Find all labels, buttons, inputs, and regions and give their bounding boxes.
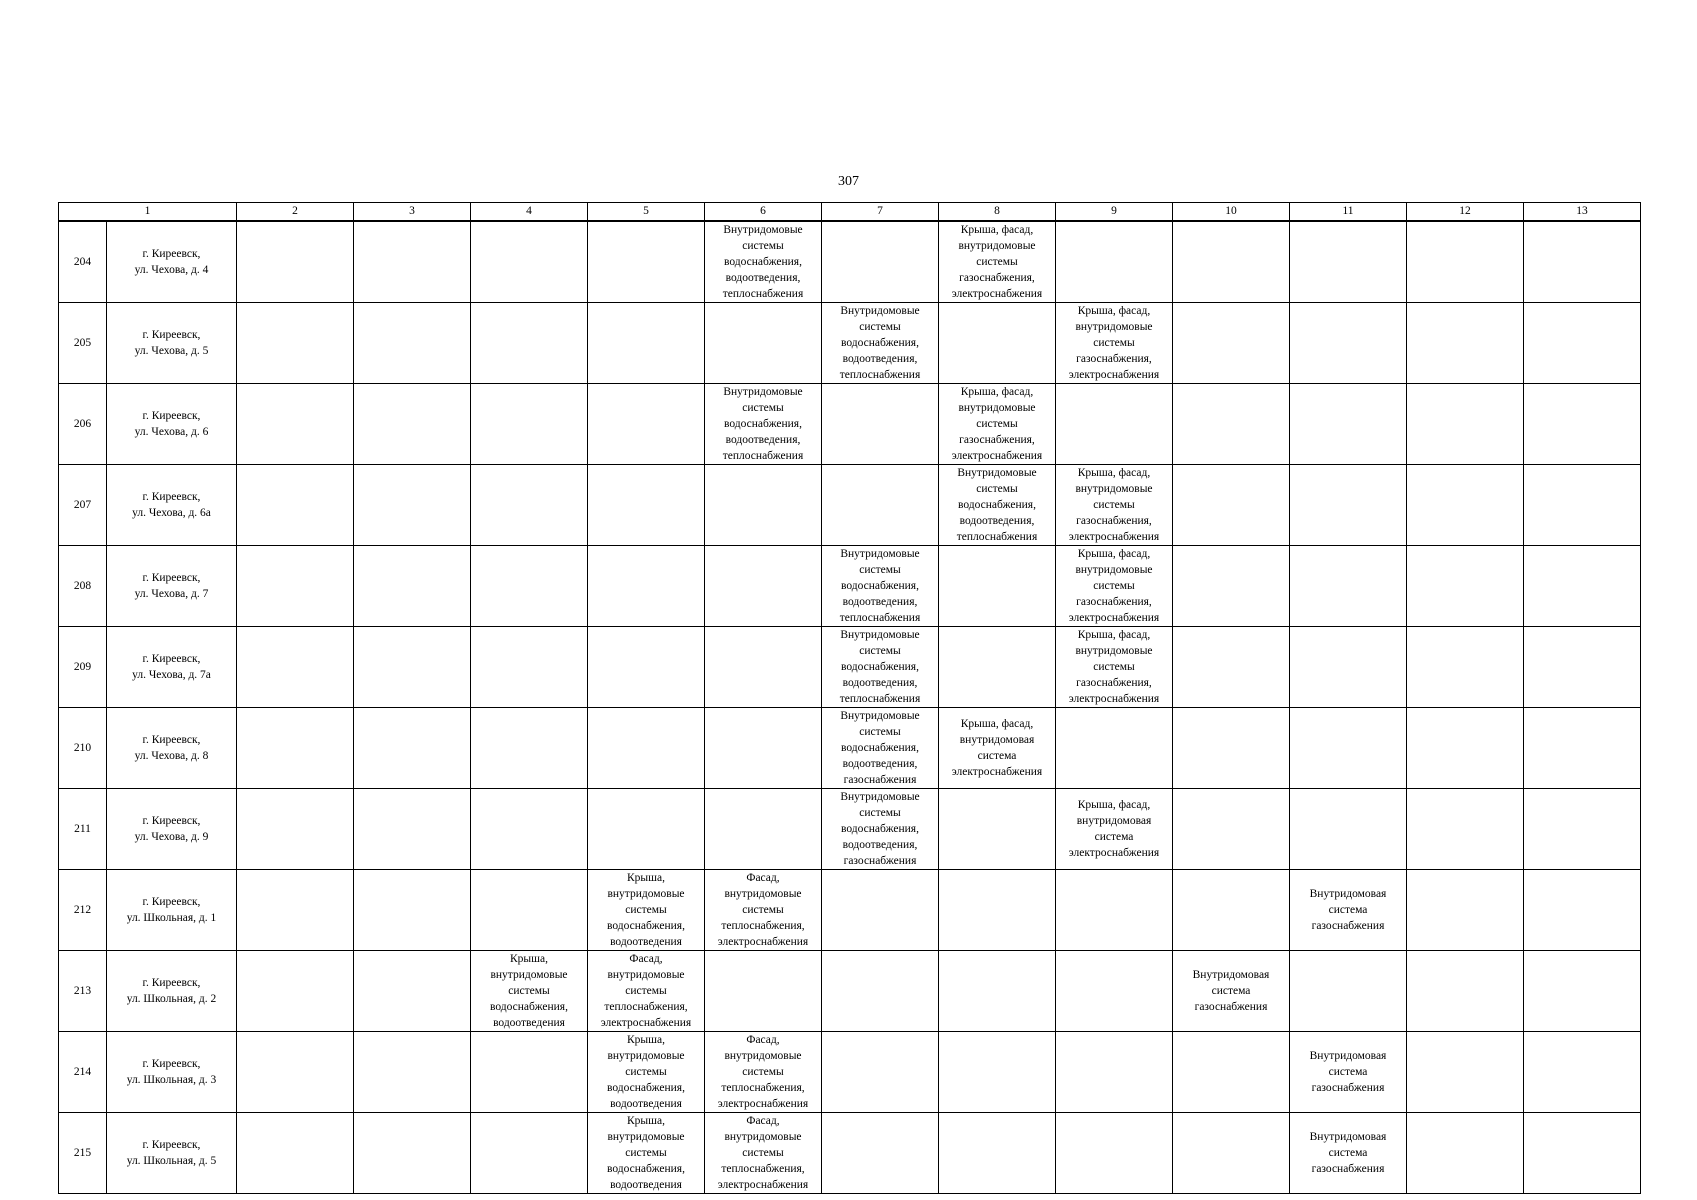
- work-cell-col-12: [1407, 1031, 1524, 1112]
- work-cell-col-2: [237, 302, 354, 383]
- work-cell-col-2: [237, 221, 354, 303]
- table-row: [59, 302, 1641, 383]
- work-cell-col-11: [1290, 383, 1407, 464]
- work-cell-col-13: [1524, 383, 1641, 464]
- table-row: [59, 383, 1641, 464]
- work-cell-col-2: [237, 950, 354, 1031]
- work-cell-col-11: [1290, 1112, 1407, 1193]
- work-description: Крыша, внутридомовые системы водоснабжения, водоотведения: [607, 871, 685, 948]
- table-row: [59, 1112, 1641, 1193]
- work-cell-col-12: [1407, 788, 1524, 869]
- address-cell: г. Киреевск, ул. Школьная, д. 1: [107, 869, 237, 950]
- work-cell-col-11: [1290, 707, 1407, 788]
- work-cell-col-12: [1407, 1112, 1524, 1193]
- work-cell-col-5: [588, 950, 705, 1031]
- column-header: 4: [471, 203, 588, 221]
- work-cell-col-4: [471, 950, 588, 1031]
- row-number: 207: [59, 464, 107, 545]
- table-row: [59, 221, 1641, 303]
- work-cell-col-3: [354, 302, 471, 383]
- work-cell-col-2: [237, 383, 354, 464]
- work-cell-col-4: [471, 221, 588, 303]
- work-description: Крыша, фасад, внутридомовая система электроснабжения: [1068, 798, 1160, 859]
- work-cell-col-10: [1173, 1112, 1290, 1193]
- row-number: 208: [59, 545, 107, 626]
- work-cell-col-11: [1290, 302, 1407, 383]
- row-number: 215: [59, 1112, 107, 1193]
- work-cell-col-8: [939, 869, 1056, 950]
- work-cell-col-7: [822, 545, 939, 626]
- address-cell: г. Киреевск, ул. Чехова, д. 4: [107, 221, 237, 303]
- work-cell-col-7: [822, 950, 939, 1031]
- work-cell-col-6: [705, 302, 822, 383]
- works-schedule-table: [58, 202, 1641, 1194]
- work-description: Фасад, внутридомовые системы теплоснабжения, электроснабжения: [717, 1114, 809, 1191]
- work-cell-col-11: [1290, 221, 1407, 303]
- table-row: [59, 788, 1641, 869]
- work-cell-col-5: [588, 383, 705, 464]
- work-description: Внутридомовые системы водоснабжения, водоотведения, теплоснабжения: [956, 466, 1038, 543]
- work-cell-col-11: [1290, 950, 1407, 1031]
- work-cell-col-12: [1407, 221, 1524, 303]
- address-cell: г. Киреевск, ул. Чехова, д. 6: [107, 383, 237, 464]
- work-description: Крыша, фасад, внутридомовые системы газоснабжения, электроснабжения: [1068, 466, 1160, 543]
- work-description: Крыша, фасад, внутридомовые системы газоснабжения, электроснабжения: [1068, 547, 1160, 624]
- work-cell-col-13: [1524, 1031, 1641, 1112]
- work-cell-col-10: [1173, 869, 1290, 950]
- work-cell-col-13: [1524, 626, 1641, 707]
- work-cell-col-7: [822, 869, 939, 950]
- work-cell-col-8: [939, 626, 1056, 707]
- work-cell-col-2: [237, 1031, 354, 1112]
- work-cell-col-12: [1407, 707, 1524, 788]
- work-description: Крыша, фасад, внутридомовые системы газоснабжения, электроснабжения: [951, 223, 1043, 300]
- work-cell-col-12: [1407, 383, 1524, 464]
- work-cell-col-12: [1407, 464, 1524, 545]
- work-cell-col-5: [588, 869, 705, 950]
- work-cell-col-10: [1173, 707, 1290, 788]
- work-cell-col-4: [471, 545, 588, 626]
- table-row: [59, 464, 1641, 545]
- work-cell-col-2: [237, 707, 354, 788]
- work-cell-col-12: [1407, 950, 1524, 1031]
- work-cell-col-7: [822, 1112, 939, 1193]
- work-description: Внутридомовые системы водоснабжения, водоотведения, теплоснабжения: [839, 547, 921, 624]
- work-cell-col-5: [588, 302, 705, 383]
- work-cell-col-3: [354, 1112, 471, 1193]
- work-description: Фасад, внутридомовые системы теплоснабжения, электроснабжения: [600, 952, 692, 1029]
- column-header: 8: [939, 203, 1056, 221]
- work-cell-col-7: [822, 626, 939, 707]
- work-cell-col-11: [1290, 545, 1407, 626]
- work-cell-col-13: [1524, 221, 1641, 303]
- work-cell-col-4: [471, 464, 588, 545]
- work-cell-col-3: [354, 626, 471, 707]
- work-cell-col-6: [705, 950, 822, 1031]
- work-cell-col-10: [1173, 950, 1290, 1031]
- work-cell-col-9: [1056, 383, 1173, 464]
- work-cell-col-2: [237, 788, 354, 869]
- work-description: Внутридомовые системы водоснабжения, водоотведения, теплоснабжения: [722, 223, 804, 300]
- row-number: 209: [59, 626, 107, 707]
- work-cell-col-2: [237, 1112, 354, 1193]
- work-cell-col-6: [705, 221, 822, 303]
- work-cell-col-8: [939, 383, 1056, 464]
- address-cell: г. Киреевск, ул. Чехова, д. 7а: [107, 626, 237, 707]
- work-description: Крыша, фасад, внутридомовые системы газоснабжения, электроснабжения: [1068, 628, 1160, 705]
- work-cell-col-12: [1407, 545, 1524, 626]
- work-cell-col-9: [1056, 545, 1173, 626]
- column-header: 11: [1290, 203, 1407, 221]
- address-cell: г. Киреевск, ул. Чехова, д. 8: [107, 707, 237, 788]
- work-cell-col-7: [822, 302, 939, 383]
- work-cell-col-13: [1524, 869, 1641, 950]
- work-cell-col-9: [1056, 1031, 1173, 1112]
- header-row: [59, 203, 1641, 221]
- work-cell-col-13: [1524, 545, 1641, 626]
- work-cell-col-8: [939, 464, 1056, 545]
- work-cell-col-4: [471, 707, 588, 788]
- work-cell-col-6: [705, 626, 822, 707]
- work-cell-col-8: [939, 302, 1056, 383]
- work-cell-col-6: [705, 869, 822, 950]
- work-cell-col-7: [822, 383, 939, 464]
- work-cell-col-3: [354, 869, 471, 950]
- work-cell-col-9: [1056, 707, 1173, 788]
- work-cell-col-5: [588, 1112, 705, 1193]
- work-cell-col-6: [705, 788, 822, 869]
- column-header: 7: [822, 203, 939, 221]
- work-cell-col-9: [1056, 869, 1173, 950]
- address-cell: г. Киреевск, ул. Школьная, д. 5: [107, 1112, 237, 1193]
- work-description: Внутридомовая система газоснабжения: [1309, 1130, 1387, 1175]
- work-cell-col-11: [1290, 1031, 1407, 1112]
- column-header: 6: [705, 203, 822, 221]
- work-cell-col-3: [354, 545, 471, 626]
- row-number: 213: [59, 950, 107, 1031]
- work-cell-col-3: [354, 464, 471, 545]
- row-number: 206: [59, 383, 107, 464]
- work-cell-col-9: [1056, 221, 1173, 303]
- work-cell-col-8: [939, 1112, 1056, 1193]
- work-cell-col-10: [1173, 1031, 1290, 1112]
- address-cell: г. Киреевск, ул. Школьная, д. 3: [107, 1031, 237, 1112]
- work-cell-col-4: [471, 1031, 588, 1112]
- work-cell-col-7: [822, 788, 939, 869]
- work-cell-col-10: [1173, 788, 1290, 869]
- work-cell-col-5: [588, 1031, 705, 1112]
- work-cell-col-2: [237, 869, 354, 950]
- work-cell-col-11: [1290, 869, 1407, 950]
- work-cell-col-13: [1524, 788, 1641, 869]
- address-cell: г. Киреевск, ул. Чехова, д. 5: [107, 302, 237, 383]
- work-description: Внутридомовая система газоснабжения: [1309, 887, 1387, 932]
- work-cell-col-5: [588, 707, 705, 788]
- work-description: Крыша, внутридомовые системы водоснабжения, водоотведения: [607, 1033, 685, 1110]
- column-header: 13: [1524, 203, 1641, 221]
- work-description: Крыша, фасад, внутридомовые системы газоснабжения, электроснабжения: [1068, 304, 1160, 381]
- row-number: 212: [59, 869, 107, 950]
- work-cell-col-6: [705, 1112, 822, 1193]
- table-row: [59, 1031, 1641, 1112]
- work-description: Внутридомовые системы водоснабжения, водоотведения, газоснабжения: [840, 790, 920, 867]
- work-cell-col-3: [354, 383, 471, 464]
- work-cell-col-11: [1290, 626, 1407, 707]
- work-cell-col-9: [1056, 1112, 1173, 1193]
- work-cell-col-8: [939, 707, 1056, 788]
- work-description: Крыша, внутридомовые системы водоснабжения, водоотведения: [607, 1114, 685, 1191]
- work-cell-col-13: [1524, 302, 1641, 383]
- work-cell-col-5: [588, 626, 705, 707]
- work-cell-col-4: [471, 869, 588, 950]
- work-cell-col-5: [588, 221, 705, 303]
- work-cell-col-9: [1056, 626, 1173, 707]
- work-cell-col-8: [939, 545, 1056, 626]
- work-cell-col-10: [1173, 383, 1290, 464]
- column-header: 12: [1407, 203, 1524, 221]
- work-cell-col-2: [237, 545, 354, 626]
- work-cell-col-10: [1173, 302, 1290, 383]
- work-cell-col-12: [1407, 626, 1524, 707]
- row-number: 214: [59, 1031, 107, 1112]
- work-cell-col-11: [1290, 464, 1407, 545]
- work-description: Крыша, фасад, внутридомовая система электроснабжения: [951, 717, 1043, 778]
- address-cell: г. Киреевск, ул. Чехова, д. 7: [107, 545, 237, 626]
- column-header: 5: [588, 203, 705, 221]
- work-cell-col-9: [1056, 788, 1173, 869]
- work-description: Крыша, фасад, внутридомовые системы газоснабжения, электроснабжения: [951, 385, 1043, 462]
- table-row: [59, 545, 1641, 626]
- address-cell: г. Киреевск, ул. Чехова, д. 9: [107, 788, 237, 869]
- work-cell-col-8: [939, 1031, 1056, 1112]
- work-cell-col-13: [1524, 707, 1641, 788]
- table-row: [59, 707, 1641, 788]
- work-description: Фасад, внутридомовые системы теплоснабжения, электроснабжения: [717, 1033, 809, 1110]
- work-cell-col-6: [705, 707, 822, 788]
- work-cell-col-7: [822, 221, 939, 303]
- work-cell-col-4: [471, 383, 588, 464]
- work-cell-col-10: [1173, 464, 1290, 545]
- work-cell-col-11: [1290, 788, 1407, 869]
- work-cell-col-9: [1056, 302, 1173, 383]
- row-number: 205: [59, 302, 107, 383]
- work-cell-col-5: [588, 464, 705, 545]
- work-cell-col-13: [1524, 950, 1641, 1031]
- work-cell-col-10: [1173, 545, 1290, 626]
- address-cell: г. Киреевск, ул. Чехова, д. 6а: [107, 464, 237, 545]
- work-cell-col-4: [471, 788, 588, 869]
- work-description: Внутридомовые системы водоснабжения, водоотведения, теплоснабжения: [839, 628, 921, 705]
- work-cell-col-9: [1056, 950, 1173, 1031]
- work-description: Крыша, внутридомовые системы водоснабжения, водоотведения: [490, 952, 568, 1029]
- work-cell-col-7: [822, 707, 939, 788]
- work-cell-col-3: [354, 707, 471, 788]
- work-cell-col-13: [1524, 1112, 1641, 1193]
- work-cell-col-9: [1056, 464, 1173, 545]
- work-cell-col-5: [588, 545, 705, 626]
- work-cell-col-3: [354, 788, 471, 869]
- work-description: Внутридомовые системы водоснабжения, водоотведения, теплоснабжения: [839, 304, 921, 381]
- work-cell-col-12: [1407, 869, 1524, 950]
- work-cell-col-4: [471, 302, 588, 383]
- row-number: 211: [59, 788, 107, 869]
- work-cell-col-7: [822, 1031, 939, 1112]
- work-cell-col-4: [471, 1112, 588, 1193]
- work-description: Фасад, внутридомовые системы теплоснабжения, электроснабжения: [717, 871, 809, 948]
- work-cell-col-7: [822, 464, 939, 545]
- table-row: [59, 626, 1641, 707]
- column-header: 1: [59, 203, 237, 221]
- work-cell-col-6: [705, 1031, 822, 1112]
- work-cell-col-3: [354, 221, 471, 303]
- work-cell-col-2: [237, 464, 354, 545]
- work-cell-col-8: [939, 788, 1056, 869]
- work-cell-col-8: [939, 950, 1056, 1031]
- page-number: 307: [838, 174, 859, 189]
- column-header: 10: [1173, 203, 1290, 221]
- work-cell-col-6: [705, 545, 822, 626]
- row-number: 210: [59, 707, 107, 788]
- work-cell-col-3: [354, 1031, 471, 1112]
- work-cell-col-5: [588, 788, 705, 869]
- row-number: 204: [59, 221, 107, 303]
- work-cell-col-10: [1173, 221, 1290, 303]
- table-row: [59, 869, 1641, 950]
- work-description: Внутридомовая система газоснабжения: [1192, 968, 1270, 1013]
- column-header: 2: [237, 203, 354, 221]
- column-header: 3: [354, 203, 471, 221]
- work-cell-col-4: [471, 626, 588, 707]
- work-cell-col-8: [939, 221, 1056, 303]
- work-cell-col-10: [1173, 626, 1290, 707]
- work-cell-col-12: [1407, 302, 1524, 383]
- work-cell-col-2: [237, 626, 354, 707]
- work-description: Внутридомовые системы водоснабжения, водоотведения, теплоснабжения: [722, 385, 804, 462]
- work-cell-col-3: [354, 950, 471, 1031]
- work-description: Внутридомовая система газоснабжения: [1309, 1049, 1387, 1094]
- work-cell-col-6: [705, 383, 822, 464]
- work-cell-col-13: [1524, 464, 1641, 545]
- table-row: [59, 950, 1641, 1031]
- column-header: 9: [1056, 203, 1173, 221]
- work-description: Внутридомовые системы водоснабжения, водоотведения, газоснабжения: [840, 709, 920, 786]
- address-cell: г. Киреевск, ул. Школьная, д. 2: [107, 950, 237, 1031]
- work-cell-col-6: [705, 464, 822, 545]
